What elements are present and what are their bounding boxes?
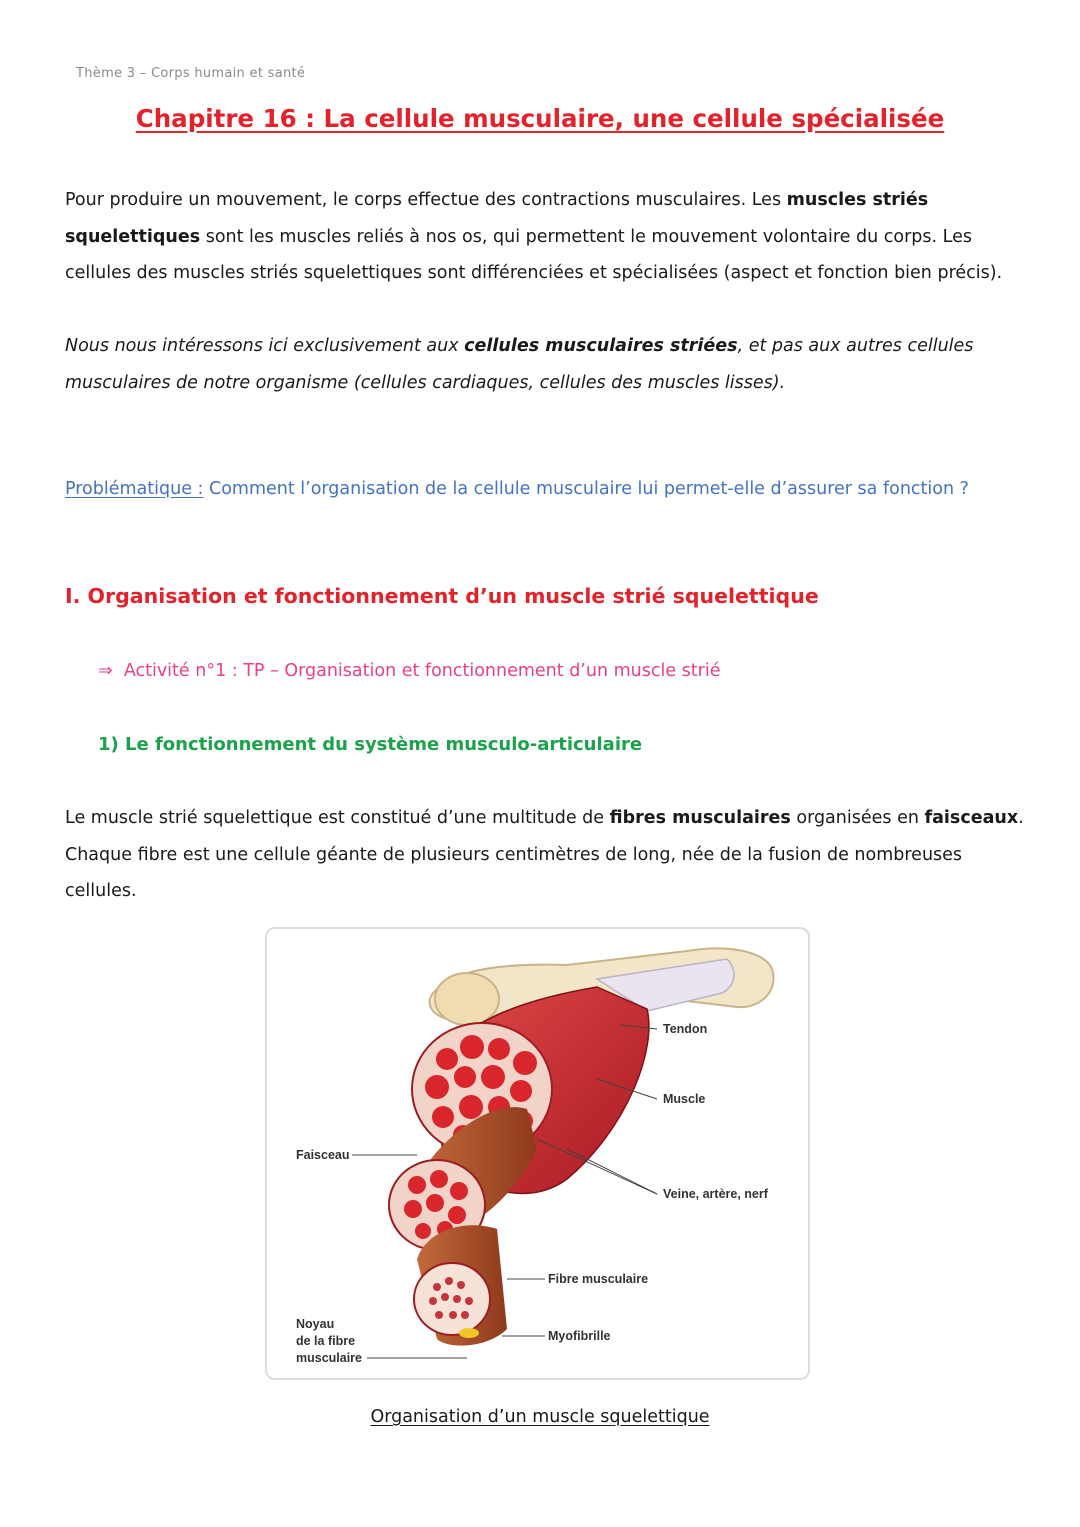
label-tendon: Tendon [663, 1022, 708, 1036]
label-fibre: Fibre musculaire [548, 1272, 649, 1286]
bold-term: muscles striés squelettiques [65, 190, 929, 247]
bold-term: fibres musculaires [609, 808, 791, 828]
muscle-figure [265, 927, 810, 1380]
label-myofibrille: Myofibrille [548, 1329, 611, 1343]
intro-paragraph-1: Pour produire un mouvement, le corps effectue des contractions musculaires. Les muscles striés squelettiques sont les muscles reliés à nos os, qui permettent le mouvement volontaire du corps. Les cellules des muscles striés squelettiques sont différenciées et spécialisées (aspect et fonction bien précis). [65, 190, 1003, 283]
label-muscle: Muscle [663, 1092, 706, 1106]
intro-paragraph-2: Nous nous intéressons ici exclusivement aux cellules musculaires striées, et pas aux autres cellules musculaires de notre organisme (cellules cardiaques, cellules des muscles lisses). [65, 336, 974, 393]
bold-term: faisceaux [924, 808, 1019, 828]
activity-line: ⇒ Activité n°1 : TP – Organisation et fonctionnement d’un muscle strié [98, 661, 721, 681]
body-paragraph-3: Le muscle strié squelettique est constitué d’une multitude de fibres musculaires organisées en faisceaux. Chaque fibre est une cellule géante de plusieurs centimètres de long, née de la fusion de nombreuses cellules. [65, 808, 1024, 901]
fiber-cross-section [414, 1263, 490, 1335]
label-noyau-1: Noyau [296, 1317, 335, 1331]
figure-caption: Organisation d’un muscle squelettique [370, 1407, 710, 1427]
section-heading: I. Organisation et fonctionnement d’un muscle strié squelettique [65, 584, 819, 608]
problematique-label: Problématique : [65, 479, 204, 499]
subsection-heading: 1) Le fonctionnement du système musculo-articulaire [98, 734, 643, 755]
problematique [65, 471, 1025, 508]
theme-header: Thème 3 – Corps humain et santé [76, 66, 306, 81]
label-veine: Veine, artère, nerf [663, 1187, 768, 1201]
arrow-icon: ⇒ [98, 661, 113, 681]
bone-end [435, 973, 499, 1025]
label-noyau-3: musculaire [296, 1351, 363, 1365]
nucleus-shape [459, 1328, 479, 1338]
label-noyau-2: de la fibre [296, 1334, 356, 1348]
label-faisceau: Faisceau [296, 1148, 350, 1162]
problematique-text: Comment l’organisation de la cellule musculaire lui permet-elle d’assurer sa fonction ? [203, 479, 969, 499]
muscle-illustration [267, 929, 808, 1378]
chapter-title: Chapitre 16 : La cellule musculaire, une cellule spécialisée [135, 104, 945, 133]
bold-term: cellules musculaires striées [464, 336, 738, 356]
